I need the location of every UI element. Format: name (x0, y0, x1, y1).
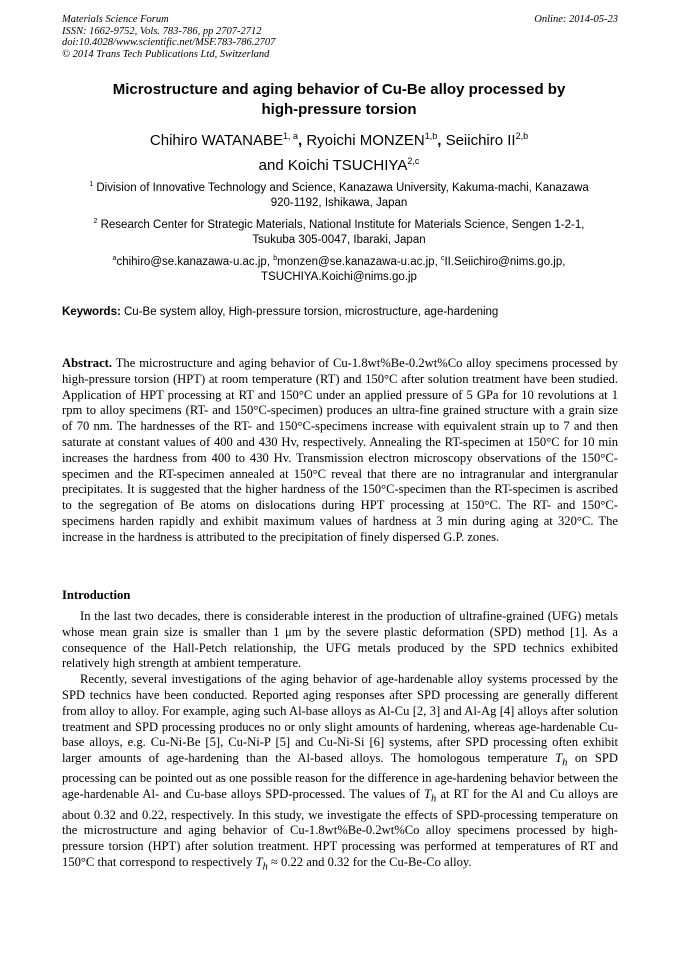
abstract (62, 356, 618, 546)
intro-paragraph-2 (62, 672, 618, 875)
author-2: Ryoichi MONZEN (306, 132, 425, 149)
author-4: Koichi TSUCHIYA (287, 157, 408, 174)
journal-header (62, 14, 618, 60)
keywords-text: Cu-Be system alloy, High-pressure torsion, microstructure, age-hardening (124, 306, 499, 318)
doi-line: doi:10.4028/www.scientific.net/MSF.783-786.2707 (62, 37, 276, 49)
intro-paragraph-1: In the last two decades, there is considerable interest in the production of ultrafine-grained (UFG) metals whose mean grain size is smaller than 1 μm by the severe plastic deformation (SPD) method [1]. As a consequence of the Hall-Petch relationship, the UFG metals produced by the SPD technics exhibited relatively high strength at ambient temperature. (62, 609, 618, 671)
email-a-sup: a (112, 255, 117, 263)
author-2-affil: 1,b (424, 131, 438, 141)
authors-line-1: Chihiro WATANABE$^{1, a}$, Ryoichi MONZEN$^{1,b}$, Seiichiro II$^{2,b}$ (149, 131, 529, 149)
affiliation-2-number: 2 (93, 218, 98, 226)
online-date: Online: 2014-05-23 (534, 14, 618, 25)
keywords (62, 305, 618, 319)
introduction-heading: Introduction (62, 588, 131, 602)
email-c-sup: c (440, 255, 445, 263)
author-1-affil: 1, a (282, 131, 298, 141)
abstract-text: The microstructure and aging behavior of Cu-1.8wt%Be-0.2wt%Co alloy specimens processed by high-pressure torsion (HPT) at room temperature (RT) and 150°C after solution treatment have been studied. Application of HPT processing at RT and 150°C under an applied pressure of 5 GPa for 10 revolutions at 1 rpm to alloy specimens (RT- and 150°C-specimen) produces an ultra-fine grained structure with a grain size of 70 nm. The hardnesses of the RT- and 150°C-specimens increase with equivalent strain up to 7 and then saturate at constant values of 400 and 430 Hv, respectively. Annealing the RT-specimen at 150°C for 10 min increases the hardness from 400 to 430 Hv. Transmission electron microscopy observations of the 150°C-specimen and the RT-specimen annealed at 150°C reveal that there are no intragranular and intergranular precipitates. It is suggested that the higher hardness of the 150°C-specimen than the RT-specimen is ascribed to the segregation of Be atoms on dislocations during HPT processing at 150°C. The RT- and 150°C-specimens harden rapidly and exhibit maximum values of hardness at 3 min during aging at 320°C. The increase in the hardness is attributed to the precipitation of finely dispersed G.P. zones. (62, 356, 619, 544)
affiliation-2 (62, 218, 616, 248)
email-watanabe: chihiro@se.kanazawa-u.ac.jp, (116, 256, 271, 268)
journal-name: Materials Science Forum (62, 14, 169, 25)
email-monzen: monzen@se.kanazawa-u.ac.jp, (277, 256, 438, 268)
email-b-sup: b (273, 255, 278, 263)
author-4-affil: 2,c (407, 156, 420, 166)
copyright-line: © 2014 Trans Tech Publications Ltd, Switzerland (62, 48, 270, 60)
title-line-2: high-pressure torsion (261, 101, 417, 118)
author-list (62, 128, 616, 178)
intro-p2-part-a: Recently, several investigations of the aging behavior of age-hardenable alloy systems processed by the SPD technics have been conducted. Reported aging responses after SPD processing are generally different from alloy to alloy. For example, aging such Al-base alloys as Al-Cu [2, 3] and Al-Ag [4] alloys after solution treatment and SPD processing produces no or only slight amounts of hardening, whereas age-hardenable Cu-base alloys, e.g. Cu-Ni-Be [5], Cu-Ni-P [5] and Cu-Ni-Si [6] systems, after SPD processing often exhibit larger amounts of age-hardening than the Al-based alloys. The homologous temperature (62, 672, 618, 766)
issn-line: ISSN: 1662-9752, Vols. 783-786, pp 2707-2712 (62, 25, 262, 37)
affiliation-2-line-2: Tsukuba 305-0047, Ibaraki, Japan (252, 234, 426, 246)
symbol-th-2: $T_h$ (423, 787, 437, 805)
email-list (62, 255, 616, 285)
email-ii: II.Seiichiro@nims.go.jp, (444, 256, 566, 268)
intro-p2-part-c: at RT for the Al and Cu alloys are about 0.32 and 0.22, respectively. In this study, we investigate the effects of SPD-processing temperature on the microstructure and aging behavior of Cu-1.8wt%Be-0.2wt%Co alloy specimens processed by high-pressure torsion (HPT) after solution treatment. HPT processing was performed at temperatures of RT and 150°C that correspond to respectively (62, 787, 619, 869)
author-3: Seiichiro II (445, 132, 516, 149)
intro-p2-part-b: on SPD processing can be pointed out as one possible reason for the difference in age-hardening behavior between the age-hardenable Al- and Cu-base alloys SPD-processed. The values of (62, 751, 618, 802)
email-tsuchiya: TSUCHIYA.Koichi@nims.go.jp (261, 271, 417, 283)
keywords-label: Keywords: (62, 306, 121, 318)
affiliation-2-line-1: Research Center for Strategic Materials, National Institute for Materials Science, Sengen 1-2-1, (100, 219, 585, 231)
author-3-affil: 2,b (515, 131, 529, 141)
paper-title (62, 80, 616, 120)
authors-line-2 (62, 153, 616, 178)
author-and: and (258, 157, 284, 174)
affiliation-1 (62, 181, 616, 211)
introduction-body (62, 609, 618, 875)
affiliation-1-line-1: Division of Innovative Technology and Science, Kanazawa University, Kakuma-machi, Kanazawa (96, 182, 589, 194)
title-line-1: Microstructure and aging behavior of Cu-Be alloy processed by (112, 81, 566, 98)
abstract-label: Abstract. (62, 356, 113, 370)
affiliation-1-number: 1 (89, 181, 94, 189)
symbol-th-1: $T_h$ (555, 751, 568, 769)
author-1: Chihiro WATANABE (149, 132, 283, 149)
intro-p2-part-d: ≈ 0.22 and 0.32 for the Cu-Be-Co alloy. (270, 854, 472, 869)
affiliation-1-line-2: 920-1192, Ishikawa, Japan (270, 197, 408, 209)
symbol-th-3: $T_h$ (255, 854, 268, 873)
